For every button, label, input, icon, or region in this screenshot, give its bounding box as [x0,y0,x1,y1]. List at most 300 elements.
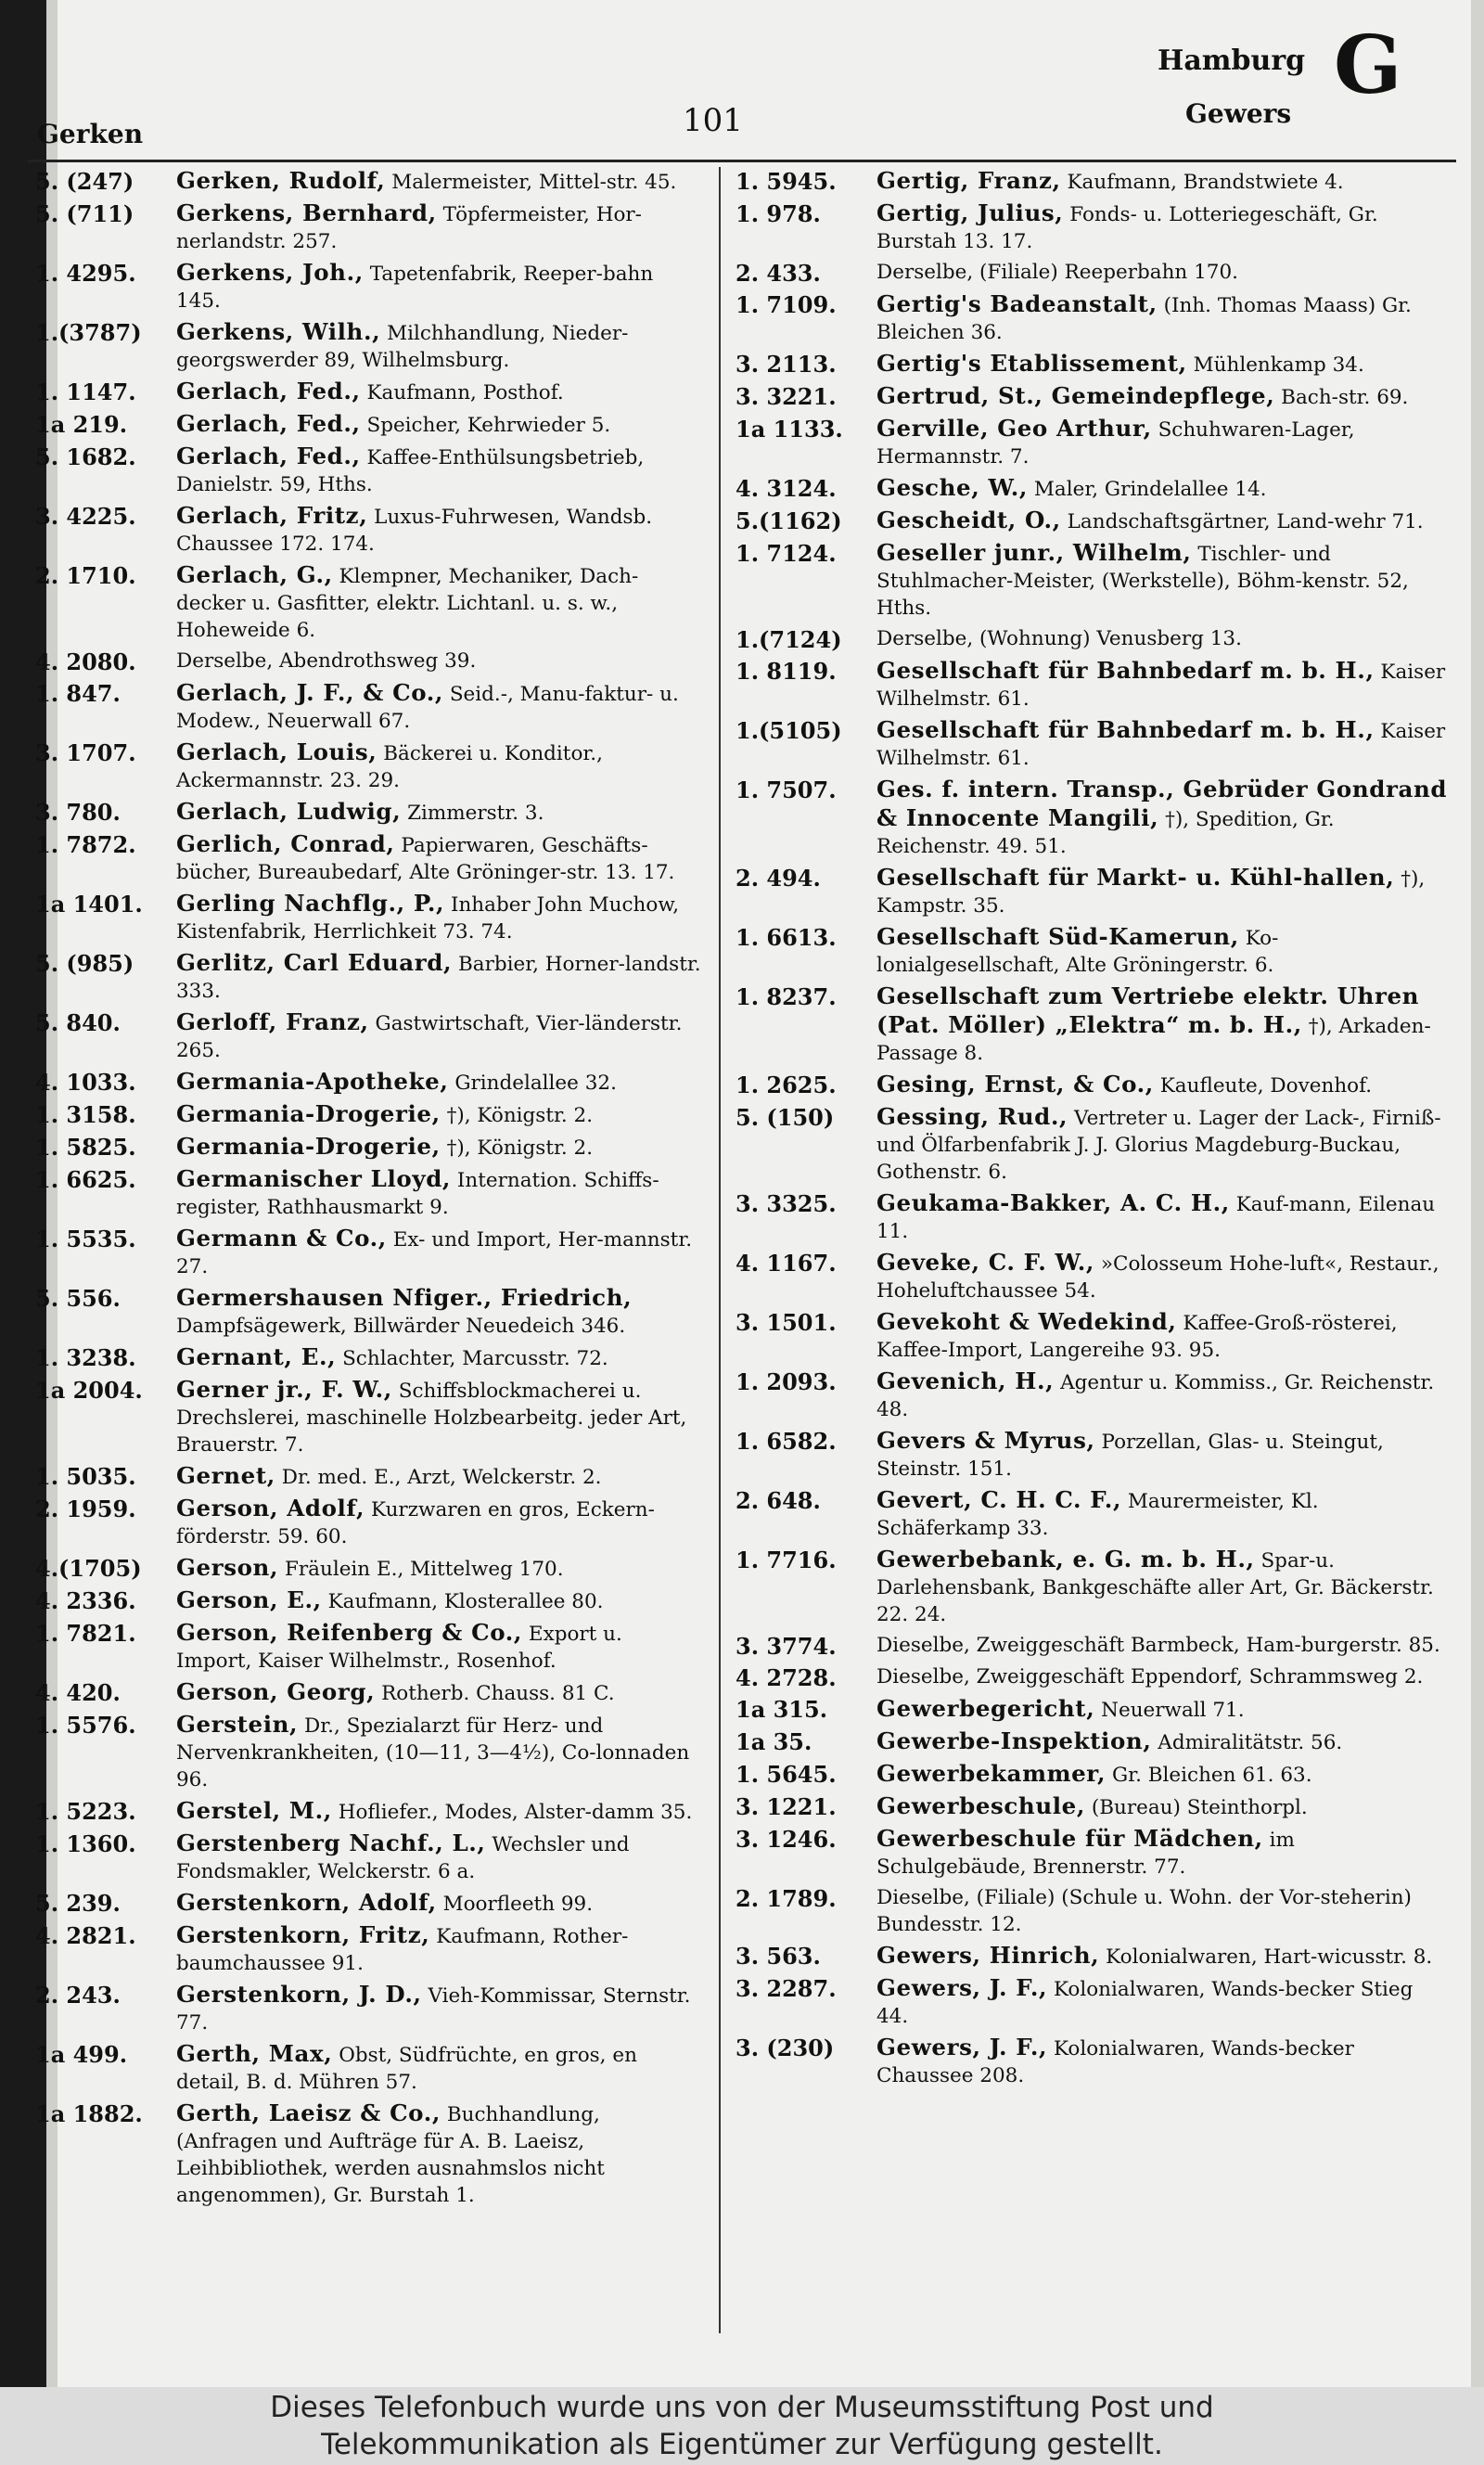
entry-details: Kolonialwaren, Wands-becker Chaussee 208. [876,2037,1354,2087]
directory-entry [35,1462,703,1491]
directory-entry [35,1284,703,1340]
directory-entry [35,2040,703,2096]
entry-name: Gewers, J. F., [876,1974,1048,2001]
phone-number: 1. 5945. [736,168,837,195]
entry-text [176,1889,703,1918]
phone-number: 1. 1360. [35,1830,136,1857]
phone-number: 2. 648. [736,1487,821,1514]
entry-name: Gerth, Max, [176,2040,333,2067]
entry-details: Dieselbe, Zweiggeschäft Eppendorf, Schrammsweg 2. [876,1665,1424,1688]
entry-details: Grindelallee 32. [454,1072,617,1095]
phone-number: 3. 4225. [35,503,136,530]
entry-name: Gertrud, St., Gemeindepflege, [876,382,1275,409]
phone-number: 1a 499. [35,2041,128,2068]
directory-entry [35,1921,703,1977]
phone-number: 3. 3221. [736,383,837,410]
entry-text [176,1462,703,1491]
phone-number: 1. 7821. [35,1620,136,1647]
phone-number: 1. 6625. [35,1166,136,1193]
entry-name: Gewers, Hinrich, [876,1942,1100,1969]
entry-text [876,1884,1450,1938]
entry-name: Gessing, Rud., [876,1103,1068,1130]
directory-entry [736,1942,1450,1971]
header-last-word: Gewers [1185,98,1292,129]
entry-name: Gescheidt, O., [876,507,1061,533]
entry-name: Gerlitz, Carl Eduard, [176,949,453,976]
entry-name: Gertig's Etablissement, [876,350,1187,377]
entry-text [876,350,1450,379]
directory-entry [35,1100,703,1129]
entry-text [876,382,1450,411]
directory-entry [736,1249,1450,1304]
entry-text [176,1008,703,1064]
entry-name: Gevekoht & Wedekind, [876,1308,1177,1335]
phone-number: 1. 7124. [736,540,837,567]
entry-name: Gesellschaft Süd-Kamerun, [876,923,1239,950]
directory-entry [35,1554,703,1583]
directory-entry [35,1711,703,1793]
entry-details: Papierwaren, Geschäfts-bücher, Bureaubedarf, Alte Gröninger-str. 13. 17. [176,834,675,884]
entry-details: †), Kampstr. 35. [876,867,1426,918]
entry-details: Dampfsägewerk, Billwärder Neuedeich 346. [176,1315,626,1338]
entry-text [876,716,1450,772]
right-column [736,167,1450,2089]
phone-number: 4.(1705) [35,1555,142,1582]
entry-details: Gr. Bleichen 61. 63. [1112,1764,1312,1787]
entry-name: Gerloff, Franz, [176,1008,369,1035]
entry-details: Inhaber John Muchow, Kistenfabrik, Herrlichkeit 73. 74. [176,893,680,944]
directory-entry [35,738,703,794]
entry-text [176,561,703,644]
entry-name: Gesellschaft zum Vertriebe elektr. Uhren (Pat. Möller) „Elektra“ m. b. H., [876,982,1420,1038]
directory-entry [736,1632,1450,1660]
entry-name: Gerlach, Ludwig, [176,798,402,825]
entry-name: Gerlach, Fed., [176,410,361,437]
entry-details: Barbier, Horner-landstr. 333. [176,953,701,1003]
entry-text [876,2034,1450,2089]
entry-text [876,1249,1450,1304]
phone-number: 1a 219. [35,411,128,438]
phone-number: 1.(3787) [35,319,142,346]
entry-details: Dieselbe, (Filiale) (Schule u. Wohn. der Vor-steherin) Bundesstr. 12. [876,1886,1412,1936]
directory-entry [35,1797,703,1826]
entry-text [876,1825,1450,1881]
entry-details: Kaffee-Groß-rösterei, Kaffee-Import, Langereihe 93. 95. [876,1312,1398,1362]
entry-name: Germania-Drogerie, [176,1100,441,1127]
entry-name: Gevert, C. H. C. F., [876,1486,1122,1513]
directory-entry [736,1727,1450,1756]
phone-number: 1. 8119. [736,658,837,685]
directory-entry [35,798,703,827]
entry-text [876,1663,1450,1690]
entry-text [176,1284,703,1340]
directory-entry [35,2099,703,2209]
phone-number: 1. 5535. [35,1226,136,1252]
directory-entry [736,1427,1450,1483]
entry-name: Gesellschaft für Markt- u. Kühl-hallen, [876,864,1395,891]
phone-number: 1. 4295. [35,260,136,287]
phone-number: 1. 5825. [35,1134,136,1161]
phone-number: 4. 420. [35,1679,121,1706]
entry-text [176,1225,703,1280]
directory-entry [736,2034,1450,2089]
entry-text [876,625,1450,652]
entry-text [876,1942,1450,1971]
entry-text [876,474,1450,503]
entry-text [176,1678,703,1707]
phone-number: 1a 1133. [736,416,843,443]
entry-text [176,1921,703,1977]
phone-number: 1.(7124) [736,626,842,653]
phone-number: 3. 1707. [35,739,136,766]
directory-entry [35,1133,703,1162]
entry-details: Vertreter u. Lager der Lack-, Firniß- und Ölfarbenfabrik J. J. Glorius Magdeburg-Buckau, Gothenstr. 6. [876,1107,1441,1184]
directory-entry [736,539,1450,622]
entry-details: Bäckerei u. Konditor., Ackermannstr. 23. 29. [176,742,603,792]
entry-name: Gewerbegericht, [876,1695,1095,1722]
entry-text [876,199,1450,255]
entry-text [876,507,1450,535]
phone-number: 5. (985) [35,950,134,977]
entry-details: Kaufmann, Posthof. [366,381,564,404]
entry-name: Gerner jr., F. W., [176,1376,392,1403]
entry-text [176,199,703,255]
phone-number: 1. 2093. [736,1368,837,1395]
entry-text [876,1071,1450,1099]
entry-name: Germann & Co., [176,1225,387,1252]
entry-details: Buchhandlung, (Anfragen und Aufträge für A. B. Laeisz, Leihbibliothek, werden ausnahmslos nicht angenommen), Gr. Burstah 1. [176,2103,605,2207]
entry-name: Gertig's Badeanstalt, [876,290,1158,317]
entry-text [176,1343,703,1372]
footer-notice [0,2387,1484,2465]
entry-details: Kaiser Wilhelmstr. 61. [876,661,1446,711]
entry-name: Geseller junr., Wilhelm, [876,539,1192,566]
directory-entry [736,1189,1450,1245]
entry-name: Gewers, J. F., [876,2034,1048,2061]
phone-number: 3. 2113. [736,351,837,378]
directory-entry [35,1225,703,1280]
entry-details: Malermeister, Mittel-str. 45. [391,171,677,194]
entry-name: Gewerbekammer, [876,1760,1107,1787]
entry-name: Gerlach, Fed., [176,378,361,404]
directory-entry [736,1974,1450,2030]
directory-entry [35,378,703,406]
entry-details: Kaufleute, Dovenhof. [1159,1074,1373,1098]
entry-details: Mühlenkamp 34. [1193,353,1364,377]
phone-number: 1a 35. [736,1728,812,1755]
entry-details: Kaufmann, Brandstwiete 4. [1067,171,1344,194]
directory-entry [736,1825,1450,1881]
phone-number: 1. 5035. [35,1463,136,1490]
entry-name: Gerlach, G., [176,561,333,588]
entry-text [176,2099,703,2209]
entry-details: Moorfleeth 99. [442,1893,594,1916]
phone-number: 4. 1033. [35,1069,136,1096]
phone-number: 4. 1167. [736,1250,837,1277]
entry-text [876,167,1450,196]
entry-details: Fonds- u. Lotteriegeschäft, Gr. Burstah 13. 17. [876,203,1378,253]
directory-entry [736,864,1450,919]
directory-entry [35,259,703,315]
entry-text [176,1495,703,1550]
phone-number: 5. (150) [736,1104,835,1131]
directory-entry [35,502,703,558]
entry-text [176,830,703,886]
directory-entry [736,290,1450,346]
page-right-edge [1471,0,1484,2387]
entry-text [176,2040,703,2096]
entry-name: Gernet, [176,1462,275,1489]
entry-text [876,1695,1450,1724]
entry-text [876,1760,1450,1789]
entry-text [176,1619,703,1675]
entry-name: Gevers & Myrus, [876,1427,1095,1454]
phone-number: 1a 315. [736,1696,828,1723]
directory-entry [736,1546,1450,1628]
entry-name: Gerstenkorn, Adolf, [176,1889,437,1916]
entry-details: Kaiser Wilhelmstr. 61. [876,720,1446,770]
entry-text [876,1632,1450,1659]
entry-text [176,1100,703,1129]
entry-details: Neuerwall 71. [1101,1699,1245,1722]
entry-name: Germania-Apotheke, [176,1068,449,1095]
directory-entry [35,1829,703,1885]
entry-details: Kolonialwaren, Hart-wicusstr. 8. [1106,1945,1433,1969]
entry-text [176,1554,703,1583]
entry-name: Gesing, Ernst, & Co., [876,1071,1154,1098]
phone-number: 3. 3325. [736,1190,837,1217]
entry-details: Kaufmann, Klosterallee 80. [327,1590,604,1613]
phone-number: 3. (230) [736,2035,835,2061]
phone-number: 3. 1221. [736,1793,837,1820]
phone-number: 4. 3124. [736,475,837,502]
entry-name: Gertig, Julius, [876,199,1064,226]
entry-details: Maler, Grindelallee 14. [1033,478,1267,501]
entry-details: Tapetenfabrik, Reeper-bahn 145. [176,263,654,313]
entry-details: Wechsler und Fondsmakler, Welckerstr. 6 a. [176,1833,630,1883]
entry-name: Gevenich, H., [876,1367,1055,1394]
entry-details: Internation. Schiffs-register, Rathhausmarkt 9. [176,1169,659,1219]
entry-details: Derselbe, (Filiale) Reeperbahn 170. [876,261,1238,284]
entry-name: Gerling Nachflg., P., [176,890,445,917]
directory-entry [736,776,1450,860]
entry-name: Gerstel, M., [176,1797,332,1824]
directory-entry [35,890,703,945]
entry-text [876,923,1450,979]
entry-details: Ko-lonialgesellschaft, Alte Gröningerstr. 6. [876,927,1279,977]
entry-details: Admiralitätstr. 56. [1158,1731,1343,1754]
directory-entry [736,716,1450,772]
directory-entry [35,1889,703,1918]
entry-text [176,410,703,439]
entry-details: Hofliefer., Modes, Alster-damm 35. [338,1801,693,1824]
phone-number: 1. 7507. [736,777,837,803]
entry-name: Gesellschaft für Bahnbedarf m. b. H., [876,657,1375,684]
entry-text [176,1797,703,1826]
phone-number: 3. 563. [736,1943,821,1970]
entry-name: Germania-Drogerie, [176,1133,441,1160]
entry-name: Gerstenkorn, Fritz, [176,1921,430,1948]
phone-number: 3. 2287. [736,1975,837,2002]
entry-name: Geukama-Bakker, A. C. H., [876,1189,1230,1216]
phone-number: 2. 1710. [35,562,136,589]
entry-text [176,167,703,196]
entry-text [176,890,703,945]
directory-entry [35,167,703,196]
entry-name: Germershausen Nfiger., Friedrich, [176,1284,633,1311]
directory-entry [736,474,1450,503]
entry-text [176,378,703,406]
entry-name: Gertig, Franz, [876,167,1061,194]
directory-entry [35,1008,703,1064]
directory-entry [736,982,1450,1067]
phone-number: 5. (711) [35,200,134,227]
directory-entry [736,1103,1450,1186]
directory-entry [35,1495,703,1550]
entry-details: Agentur u. Kommiss., Gr. Reichenstr. 48. [876,1371,1435,1421]
directory-entry [736,1884,1450,1938]
entry-details: Maurermeister, Kl. Schäferkamp 33. [876,1490,1319,1540]
entry-details: Fräulein E., Mittelweg 170. [284,1558,564,1581]
phone-number: 1a 1882. [35,2100,143,2127]
directory-entry [35,199,703,255]
footer-line-1: Dieses Telefonbuch wurde uns von der Museumsstiftung Post und [270,2391,1214,2424]
directory-entry [35,1343,703,1372]
entry-name: Gesche, W., [876,474,1029,501]
directory-entry [35,830,703,886]
entry-text [176,798,703,827]
phone-number: 5. 556. [35,1285,121,1312]
footer-line-2: Telekommunikation als Eigentümer zur Verfügung gestellt. [321,2428,1163,2461]
entry-details: Dr. med. E., Arzt, Welckerstr. 2. [281,1466,602,1489]
entry-text [176,443,703,498]
phone-number: 4. 2336. [35,1587,136,1614]
entry-text [876,1103,1450,1186]
entry-details: Luxus-Fuhrwesen, Wandsb. Chaussee 172. 174. [176,506,653,556]
entry-text [876,1189,1450,1245]
entry-text [176,1133,703,1162]
entry-details: Obst, Südfrüchte, en gros, en detail, B. d. Mühren 57. [176,2044,637,2094]
phone-number: 1a 2004. [35,1377,143,1404]
entry-name: Gerlach, J. F., & Co., [176,679,443,706]
phone-number: 1. 5645. [736,1761,837,1788]
entry-text [176,679,703,735]
entry-details: Porzellan, Glas- u. Steingut, Steinstr. 151. [876,1431,1384,1481]
directory-entry [35,679,703,735]
phone-number: 1. 7109. [736,291,837,318]
entry-text [876,415,1450,470]
directory-entry [736,1695,1450,1724]
entry-text [876,864,1450,919]
phone-number: 2. 1789. [736,1885,837,1912]
phone-number: 1. 3158. [35,1101,136,1128]
entry-details: †), Königstr. 2. [446,1136,594,1160]
entry-name: Gesellschaft für Bahnbedarf m. b. H., [876,716,1375,743]
entry-text [176,1068,703,1097]
entry-details: Dr., Spezialarzt für Herz- und Nervenkrankheiten, (10—11, 3—4½), Co-lonnaden 96. [176,1714,690,1791]
entry-details: (Bureau) Steinthorpl. [1091,1796,1308,1819]
phone-number: 2. 243. [35,1982,121,2009]
phone-number: 1. 847. [35,680,121,707]
entry-name: Gewerbeschule für Mädchen, [876,1825,1263,1852]
phone-number: 1. 2625. [736,1072,837,1098]
entry-name: Gerson, Adolf, [176,1495,365,1521]
entry-text [876,1308,1450,1364]
directory-entry [35,1619,703,1675]
entry-details: im Schulgebäude, Brennerstr. 77. [876,1829,1295,1879]
entry-text [876,1974,1450,2030]
directory-entry [736,259,1450,287]
directory-entry [736,167,1450,196]
phone-number: 5. 239. [35,1890,121,1917]
header-city: Hamburg [1158,45,1306,77]
entry-details: Bach-str. 69. [1281,386,1409,409]
directory-entry [736,415,1450,470]
directory-entry [736,382,1450,411]
directory-entry [35,443,703,498]
entry-name: Gerth, Laeisz & Co., [176,2099,441,2126]
entry-details: Landschaftsgärtner, Land-wehr 71. [1067,510,1424,533]
phone-number: 5. (247) [35,168,134,195]
directory-entry [35,1586,703,1615]
section-letter: G [1334,19,1402,112]
entry-name: Gerson, Reifenberg & Co., [176,1619,523,1646]
directory-entry [35,1165,703,1221]
entry-text [176,1829,703,1885]
entry-name: Germanischer Lloyd, [176,1165,452,1192]
entry-text [176,1165,703,1221]
entry-text [876,1486,1450,1542]
directory-entry [736,350,1450,379]
entry-details: Klempner, Mechaniker, Dach-decker u. Gasfitter, elektr. Lichtanl. u. s. w., Hoheweide 6. [176,565,639,642]
phone-number: 2. 433. [736,260,821,287]
left-column [35,167,703,2209]
phone-number: 1. 1147. [35,379,136,405]
entry-text [176,949,703,1005]
entry-details: Export u. Import, Kaiser Wilhelmstr., Rosenhof. [176,1623,622,1673]
directory-entry [35,561,703,644]
directory-entry [35,1376,703,1458]
phone-number: 1. 7872. [35,831,136,858]
phone-number: 3. 3774. [736,1633,837,1660]
entry-name: Gerkens, Wilh., [176,318,381,345]
entry-name: Gerson, E., [176,1586,322,1613]
entry-details: Töpfermeister, Hor-nerlandstr. 257. [176,203,642,253]
entry-text [176,1981,703,2036]
entry-name: Gerlich, Conrad, [176,830,395,857]
entry-name: Gerlach, Fed., [176,443,361,469]
entry-name: Gerson, [176,1554,279,1581]
directory-entry [35,1678,703,1707]
entry-name: Gerson, Georg, [176,1678,376,1705]
directory-entry [736,1367,1450,1423]
entry-text [876,259,1450,286]
phone-number: 1. 5223. [35,1798,136,1825]
entry-name: Gerlach, Louis, [176,738,377,765]
entry-name: Gewerbebank, e. G. m. b. H., [876,1546,1255,1573]
header-rule [28,160,1456,162]
entry-name: Gerkens, Bernhard, [176,199,437,226]
entry-name: Gewerbe-Inspektion, [876,1727,1152,1754]
entry-text [176,738,703,794]
entry-name: Gerken, Rudolf, [176,167,386,194]
entry-name: Gernant, E., [176,1343,337,1370]
entry-details: †), Arkaden-Passage 8. [876,1015,1431,1065]
directory-entry [35,1068,703,1097]
entry-details: Derselbe, Abendrothsweg 39. [176,649,477,673]
directory-entry [35,648,703,675]
directory-entry [736,1308,1450,1364]
